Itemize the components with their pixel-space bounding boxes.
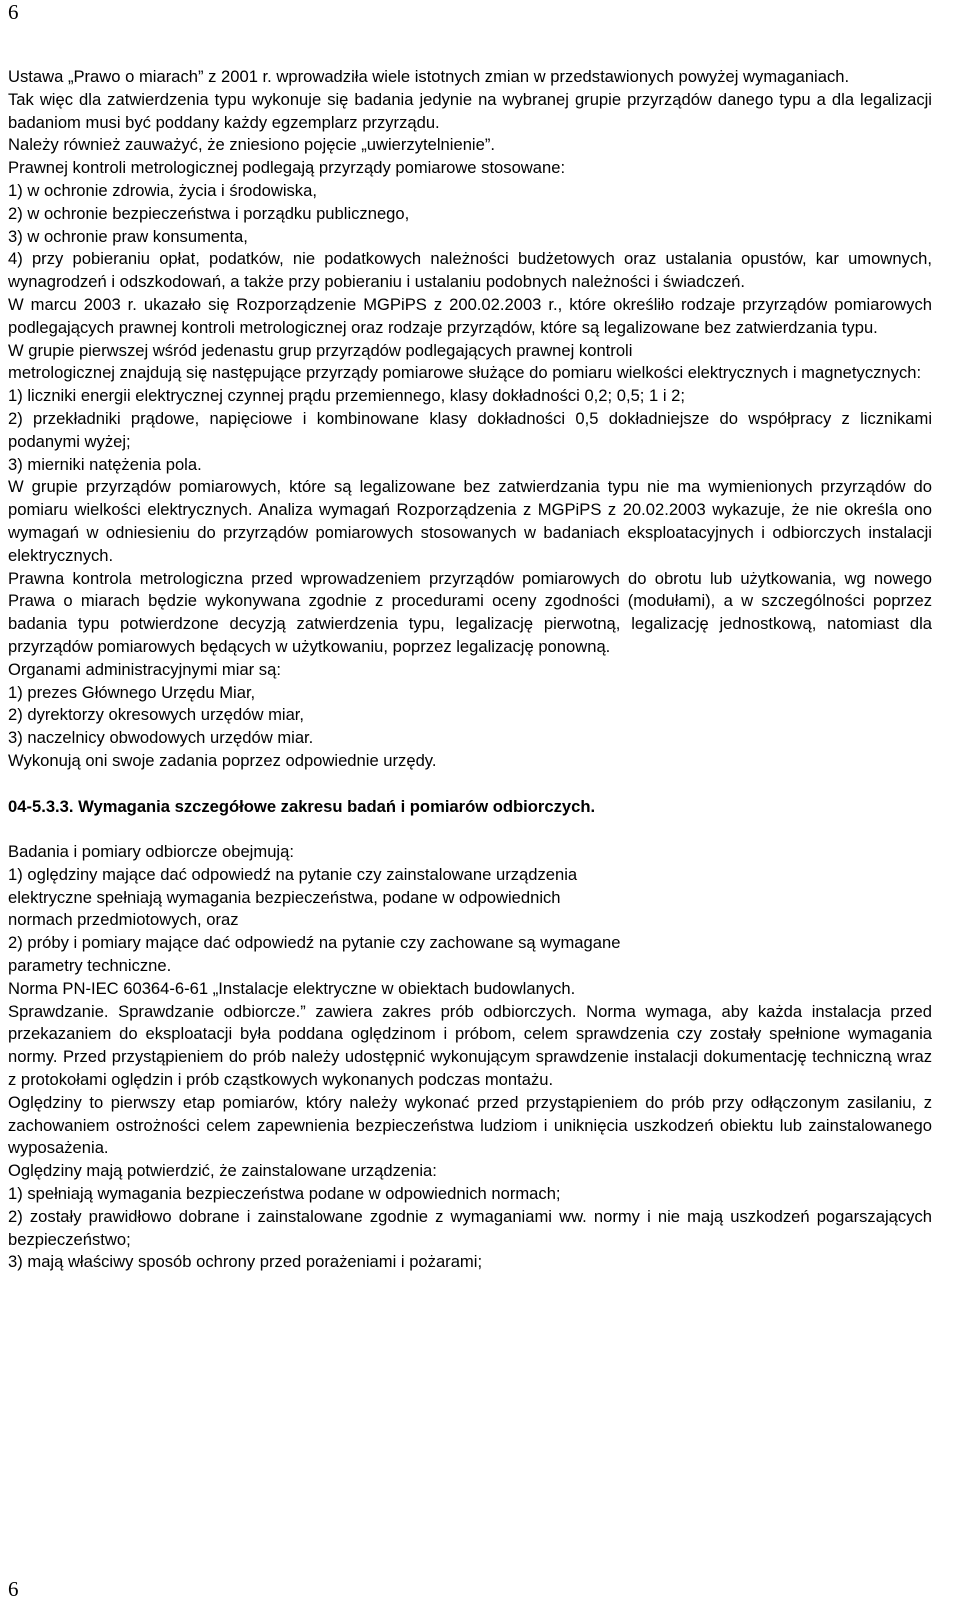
page-number-bottom: 6	[8, 1577, 19, 1601]
list-item: 3) mają właściwy sposób ochrony przed porażeniami i pożarami;	[8, 1252, 483, 1272]
list-item: 1) w ochronie zdrowia, życia i środowiska,	[8, 180, 317, 200]
section-badania	[8, 1001, 932, 1275]
list-item: 2) próby i pomiary mające dać odpowiedź na pytanie czy zachowane są wymagane	[8, 933, 621, 953]
list-item: 2) w ochronie bezpieczeństwa i porządku publicznego,	[8, 203, 410, 223]
paragraph: Ustawa „Prawo o miarach” z 2001 r. wprowadziła wiele istotnych zmian w przedstawionych powyżej wymaganiach.	[8, 67, 850, 86]
list-item: 1) oględziny mające dać odpowiedź na pytanie czy zainstalowane urządzenia	[8, 864, 578, 884]
list-item: 2) dyrektorzy okresowych urzędów miar,	[8, 705, 305, 725]
paragraph: Oględziny mają potwierdzić, że zainstalowane urządzenia:	[8, 1161, 437, 1181]
list-item: 3) naczelnicy obwodowych urzędów miar.	[8, 728, 314, 748]
paragraph: Tak więc dla zatwierdzenia typu wykonuje się badania jedynie na wybranej grupie przyrządów danego typu a dla legalizacji badaniom musi być poddany każdy egzemplarz przyrządu.	[8, 89, 932, 132]
list-item: normach przedmiotowych, oraz	[8, 910, 239, 930]
list-item: 2) zostały prawidłowo dobrane i zainstalowane zgodnie z wymaganiami ww. normy i nie mają uszkodzeń pogarszających bezpieczeństwo;	[8, 1206, 932, 1249]
paragraph: Badania i pomiary odbiorcze obejmują:	[8, 842, 294, 862]
list-item: 1) spełniają wymagania bezpieczeństwa podane w odpowiednich normach;	[8, 1184, 561, 1204]
paragraph: W grupie przyrządów pomiarowych, które są legalizowane bez zatwierdzania typu nie ma wymienionych przyrządów do pomiaru wielkości elektrycznych. Analiza wymagań Rozporządzenia z MGPiPS z 20.02.2003 wykazuje, że nie określa ono wymagań w odniesieniu do przyrządów pomiarowych stosowanych w badaniach eksploatacyjnych i odbiorczych instalacji elektrycznych.	[8, 477, 932, 565]
page-number-top: 6	[8, 0, 19, 24]
paragraph: W grupie pierwszej wśród jedenastu grup przyrządów podlegających prawnej kontroli	[8, 340, 633, 360]
list-item: 1) prezes Głównego Urzędu Miar,	[8, 682, 256, 702]
list-item: 4) przy pobieraniu opłat, podatków, nie podatkowych należności budżetowych oraz ustalania opustów, kar umownych, wynagrodzeń i odszkodowań, a także przy pobieraniu i ustalaniu podobnych należności i świadczeń.	[8, 249, 932, 292]
list-item: 3) mierniki natężenia pola.	[8, 454, 202, 474]
paragraph: Prawna kontrola metrologiczna przed wprowadzeniem przyrządów pomiarowych do obrotu lub użytkowania, wg nowego Prawa o miarach będzie wykonywana zgodnie z procedurami oceny zgodności (modułami), a w szczególności poprzez badania typu potwierdzone decyzją zatwierdzenia typu, legalizację pierwotną, legalizację jednostkową, natomiast dla przyrządów pomiarowych będących w użytkowaniu, poprzez legalizację ponowną.	[8, 568, 932, 656]
paragraph: Wykonują oni swoje zadania poprzez odpowiednie urzędy.	[8, 750, 437, 770]
paragraph: Norma PN-IEC 60364-6-61 „Instalacje elektryczne w obiektach budowlanych.	[8, 978, 576, 998]
paragraph: Należy również zauważyć, że zniesiono pojęcie „uwierzytelnienie”.	[8, 135, 495, 155]
list-item: 2) przekładniki prądowe, napięciowe i kombinowane klasy dokładności 0,5 dokładniejsze do współpracy z licznikami podanymi wyżej;	[8, 408, 932, 451]
paragraph: W marcu 2003 r. ukazało się Rozporządzenie MGPiPS z 200.02.2003 r., które określiło rodzaje przyrządów pomiarowych podlegających prawnej kontroli metrologicznej oraz rodzaje przyrządów, które są legalizowane bez zatwierdzania typu.	[8, 294, 932, 337]
paragraph: Organami administracyjnymi miar są:	[8, 659, 281, 679]
section-prawo-o-miarach	[8, 66, 932, 773]
paragraph: metrologicznej znajdują się następujące przyrządy pomiarowe służące do pomiaru wielkości elektrycznych i magnetycznych:	[8, 363, 922, 383]
section-heading: 04-5.3.3. Wymagania szczegółowe zakresu badań i pomiarów odbiorczych.	[8, 796, 596, 816]
list-item: elektryczne spełniają wymagania bezpieczeństwa, podane w odpowiednich	[8, 887, 561, 907]
list-item: parametry techniczne.	[8, 956, 172, 976]
section-badania-left	[8, 841, 932, 1001]
list-item: 3) w ochronie praw konsumenta,	[8, 226, 248, 246]
paragraph: Sprawdzanie. Sprawdzanie odbiorcze.” zawiera zakres prób odbiorczych. Norma wymaga, aby każda instalacja przed przekazaniem do eksploatacji była poddana oględzinom i próbom, celem sprawdzenia czy zostały spełnione wymagania normy. Przed przystąpieniem do prób należy udostępnić wykonującym sprawdzenie instalacji dokumentację techniczną wraz z protokołami oględzin i prób cząstkowych wykonanych podczas montażu.	[8, 1001, 932, 1090]
paragraph: Oględziny to pierwszy etap pomiarów, który należy wykonać przed przystąpieniem do prób przy odłączonym zasilaniu, z zachowaniem ostrożności celem zapewnienia bezpieczeństwa ludziom i uniknięcia uszkodzeń obiektu lub zainstalowanego wyposażenia.	[8, 1092, 932, 1158]
list-item: 1) liczniki energii elektrycznej czynnej prądu przemiennego, klasy dokładności 0,2; 0,5; 1 i 2;	[8, 386, 686, 406]
document-body	[8, 66, 932, 1274]
paragraph: Prawnej kontroli metrologicznej podlegają przyrządy pomiarowe stosowane:	[8, 158, 566, 178]
